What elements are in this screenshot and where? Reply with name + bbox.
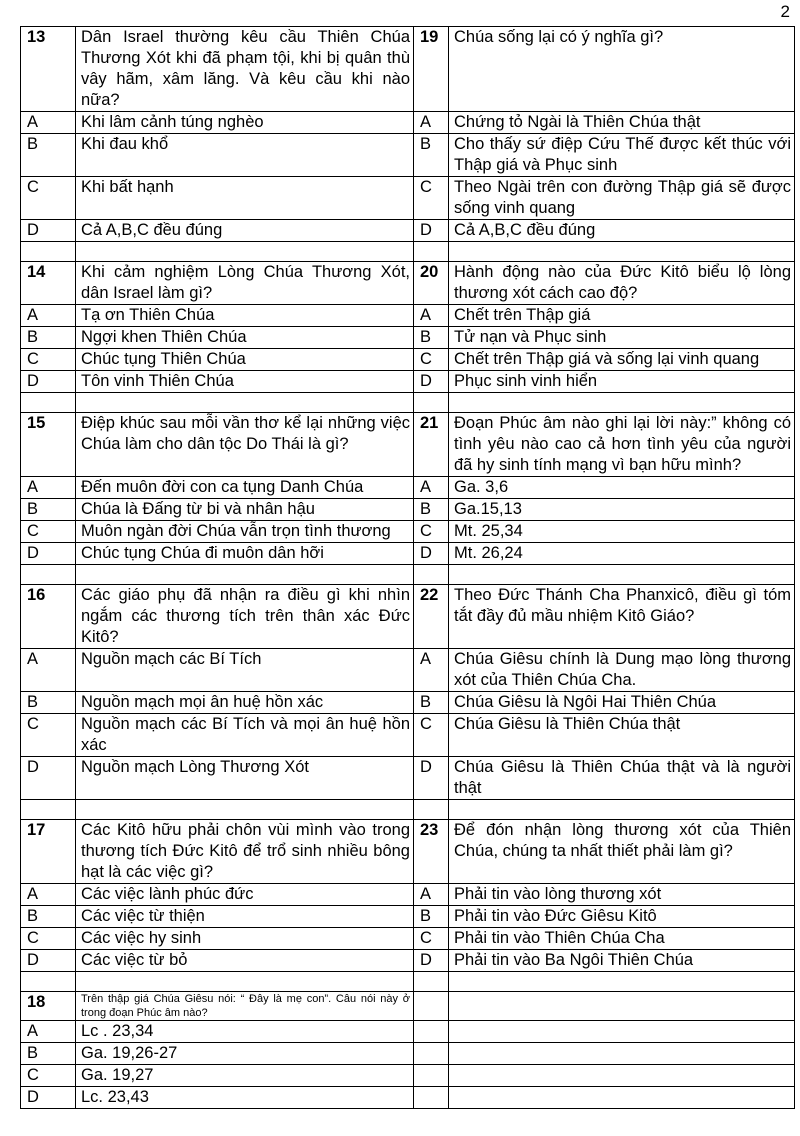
option-text: Ga. 19,27 [76, 1065, 414, 1087]
option-letter: B [21, 1043, 76, 1065]
option-text: Phải tin vào lòng thương xót [449, 884, 795, 906]
option-text: Phục sinh vinh hiển [449, 371, 795, 393]
option-letter: C [414, 928, 449, 950]
question-number: 16 [21, 585, 76, 649]
option-text: Chúa là Đấng từ bi và nhân hậu [76, 499, 414, 521]
option-text: Ga. 3,6 [449, 477, 795, 499]
option-text [449, 1021, 795, 1043]
option-row [21, 950, 795, 972]
option-letter: C [21, 714, 76, 757]
option-letter: D [21, 543, 76, 565]
question-number: 19 [414, 27, 449, 112]
question-text: Các giáo phụ đã nhận ra điều gì khi nhìn ngắm các thương tích trên thân xác Đức Kitô? [76, 585, 414, 649]
option-letter: B [21, 499, 76, 521]
option-text: Chứng tỏ Ngài là Thiên Chúa thật [449, 112, 795, 134]
option-text: Lc. 23,43 [76, 1087, 414, 1109]
option-text: Chúa Giêsu chính là Dung mạo lòng thương xót của Thiên Chúa Cha. [449, 649, 795, 692]
option-letter: A [21, 112, 76, 134]
question-row [21, 27, 795, 112]
option-row [21, 305, 795, 327]
option-row [21, 477, 795, 499]
option-letter [414, 1065, 449, 1087]
spacer-cell [76, 393, 414, 413]
option-letter: D [21, 371, 76, 393]
question-row [21, 262, 795, 305]
option-text: Phải tin vào Thiên Chúa Cha [449, 928, 795, 950]
option-text: Mt. 26,24 [449, 543, 795, 565]
option-letter: B [414, 692, 449, 714]
spacer-cell [21, 800, 76, 820]
option-text: Nguồn mạch các Bí Tích [76, 649, 414, 692]
spacer-cell [449, 242, 795, 262]
option-letter: B [414, 327, 449, 349]
option-letter: D [21, 757, 76, 800]
option-letter: B [414, 906, 449, 928]
option-text: Chúa Giêsu là Thiên Chúa thật [449, 714, 795, 757]
question-number: 21 [414, 413, 449, 477]
option-letter: C [414, 521, 449, 543]
option-text: Chúa Giêsu là Ngôi Hai Thiên Chúa [449, 692, 795, 714]
option-letter: D [414, 950, 449, 972]
option-letter: B [414, 134, 449, 177]
spacer-row [21, 972, 795, 992]
spacer-cell [449, 972, 795, 992]
option-text: Phải tin vào Ba Ngôi Thiên Chúa [449, 950, 795, 972]
question-text: Theo Đức Thánh Cha Phanxicô, điều gì tóm tắt đầy đủ mầu nhiệm Kitô Giáo? [449, 585, 795, 649]
option-text: Đến muôn đời con ca tụng Danh Chúa [76, 477, 414, 499]
option-text: Cả A,B,C đều đúng [76, 220, 414, 242]
question-row [21, 413, 795, 477]
quiz-table [20, 26, 795, 1109]
question-row [21, 585, 795, 649]
option-text: Muôn ngàn đời Chúa vẫn trọn tình thương [76, 521, 414, 543]
option-letter: D [21, 950, 76, 972]
question-number: 15 [21, 413, 76, 477]
option-text: Ga.15,13 [449, 499, 795, 521]
question-number: 14 [21, 262, 76, 305]
question-text: Để đón nhận lòng thương xót của Thiên Chúa, chúng ta nhất thiết phải làm gì? [449, 820, 795, 884]
option-text: Chúc tụng Chúa đi muôn dân hỡi [76, 543, 414, 565]
question-text: Hành động nào của Đức Kitô biểu lộ lòng thương xót cách cao độ? [449, 262, 795, 305]
option-letter: D [21, 220, 76, 242]
option-text: Chết trên Thập giá và sống lại vinh quang [449, 349, 795, 371]
option-row [21, 327, 795, 349]
spacer-cell [414, 800, 449, 820]
page-number: 2 [780, 2, 790, 21]
question-text: Đoạn Phúc âm nào ghi lại lời này:” không có tình yêu nào cao cả hơn tình yêu của người đã hy sinh tính mạng vì bạn hữu mình? [449, 413, 795, 477]
option-text: Khi bất hạnh [76, 177, 414, 220]
option-text: Tạ ơn Thiên Chúa [76, 305, 414, 327]
option-row [21, 499, 795, 521]
spacer-row [21, 800, 795, 820]
spacer-cell [76, 565, 414, 585]
option-text: Các việc lành phúc đức [76, 884, 414, 906]
option-text: Nguồn mạch mọi ân huệ hồn xác [76, 692, 414, 714]
spacer-cell [414, 393, 449, 413]
option-row [21, 1021, 795, 1043]
option-text: Ngợi khen Thiên Chúa [76, 327, 414, 349]
spacer-cell [414, 565, 449, 585]
option-letter: A [414, 112, 449, 134]
question-text [449, 992, 795, 1021]
option-text: Nguồn mạch Lòng Thương Xót [76, 757, 414, 800]
option-row [21, 134, 795, 177]
option-text: Mt. 25,34 [449, 521, 795, 543]
spacer-cell [449, 800, 795, 820]
option-letter: A [414, 649, 449, 692]
spacer-cell [21, 972, 76, 992]
option-letter: A [21, 1021, 76, 1043]
option-letter: C [414, 349, 449, 371]
option-row [21, 692, 795, 714]
option-letter: C [21, 349, 76, 371]
option-text: Chúc tụng Thiên Chúa [76, 349, 414, 371]
option-row [21, 884, 795, 906]
question-number: 22 [414, 585, 449, 649]
spacer-row [21, 242, 795, 262]
option-text: Nguồn mạch các Bí Tích và mọi ân huệ hồn xác [76, 714, 414, 757]
option-letter: C [21, 1065, 76, 1087]
option-letter: B [21, 134, 76, 177]
option-letter: D [414, 543, 449, 565]
option-row [21, 220, 795, 242]
option-row [21, 1043, 795, 1065]
option-letter: A [414, 477, 449, 499]
spacer-row [21, 393, 795, 413]
option-row [21, 714, 795, 757]
option-text: Các việc từ thiện [76, 906, 414, 928]
option-text: Tôn vinh Thiên Chúa [76, 371, 414, 393]
option-letter: D [21, 1087, 76, 1109]
question-row [21, 820, 795, 884]
question-number: 18 [21, 992, 76, 1021]
spacer-cell [76, 242, 414, 262]
option-row [21, 928, 795, 950]
option-letter [414, 1021, 449, 1043]
option-letter: D [414, 757, 449, 800]
option-text: Chúa Giêsu là Thiên Chúa thật và là người thật [449, 757, 795, 800]
question-text: Các Kitô hữu phải chôn vùi mình vào trong thương tích Đức Kitô để trổ sinh nhiều bông hạt là các việc gì? [76, 820, 414, 884]
question-number: 20 [414, 262, 449, 305]
question-text: Chúa sống lại có ý nghĩa gì? [449, 27, 795, 112]
option-text: Khi đau khổ [76, 134, 414, 177]
option-letter: D [414, 371, 449, 393]
option-text [449, 1043, 795, 1065]
option-text: Phải tin vào Đức Giêsu Kitô [449, 906, 795, 928]
option-text: Ga. 19,26-27 [76, 1043, 414, 1065]
spacer-cell [76, 972, 414, 992]
option-letter: B [414, 499, 449, 521]
option-text: Tử nạn và Phục sinh [449, 327, 795, 349]
spacer-cell [21, 393, 76, 413]
option-letter: D [414, 220, 449, 242]
spacer-cell [76, 800, 414, 820]
spacer-cell [21, 565, 76, 585]
option-row [21, 1087, 795, 1109]
option-row [21, 757, 795, 800]
option-row [21, 906, 795, 928]
question-number: 13 [21, 27, 76, 112]
option-letter: A [21, 649, 76, 692]
option-letter [414, 1043, 449, 1065]
option-row [21, 112, 795, 134]
option-text: Theo Ngài trên con đường Thập giá sẽ được sống vinh quang [449, 177, 795, 220]
question-text: Khi cảm nghiệm Lòng Chúa Thương Xót, dân Israel làm gì? [76, 262, 414, 305]
question-row [21, 992, 795, 1021]
option-text: Các việc hy sinh [76, 928, 414, 950]
option-row [21, 649, 795, 692]
option-text: Cả A,B,C đều đúng [449, 220, 795, 242]
option-letter: C [414, 177, 449, 220]
option-letter: A [21, 305, 76, 327]
question-number [414, 992, 449, 1021]
question-text: Dân Israel thường kêu cầu Thiên Chúa Thương Xót khi đã phạm tội, khi bị quân thù vây hãm, xâm lăng. Và kêu cầu khi nào nữa? [76, 27, 414, 112]
option-letter [414, 1087, 449, 1109]
question-number: 17 [21, 820, 76, 884]
option-letter: C [414, 714, 449, 757]
option-letter: B [21, 327, 76, 349]
spacer-cell [21, 242, 76, 262]
option-letter: C [21, 177, 76, 220]
question-text: Trên thập giá Chúa Giêsu nói: “ Đây là mẹ con”. Câu nói này ở trong đoạn Phúc âm nào? [76, 992, 414, 1021]
option-text: Chết trên Thập giá [449, 305, 795, 327]
spacer-cell [449, 565, 795, 585]
option-row [21, 1065, 795, 1087]
option-text: Các việc từ bỏ [76, 950, 414, 972]
question-text: Điệp khúc sau mỗi vần thơ kể lại những việc Chúa làm cho dân tộc Do Thái là gì? [76, 413, 414, 477]
question-number: 23 [414, 820, 449, 884]
option-row [21, 177, 795, 220]
option-row [21, 349, 795, 371]
option-text: Lc . 23,34 [76, 1021, 414, 1043]
option-text: Cho thấy sứ điệp Cứu Thế được kết thúc với Thập giá và Phục sinh [449, 134, 795, 177]
option-letter: B [21, 692, 76, 714]
spacer-cell [414, 972, 449, 992]
option-row [21, 521, 795, 543]
option-letter: B [21, 906, 76, 928]
spacer-cell [449, 393, 795, 413]
option-letter: C [21, 521, 76, 543]
option-letter: A [21, 477, 76, 499]
option-letter: A [414, 305, 449, 327]
option-text: Khi lâm cảnh túng nghèo [76, 112, 414, 134]
option-row [21, 371, 795, 393]
spacer-row [21, 565, 795, 585]
option-letter: C [21, 928, 76, 950]
option-row [21, 543, 795, 565]
option-letter: A [21, 884, 76, 906]
option-text [449, 1065, 795, 1087]
spacer-cell [414, 242, 449, 262]
option-text [449, 1087, 795, 1109]
option-letter: A [414, 884, 449, 906]
